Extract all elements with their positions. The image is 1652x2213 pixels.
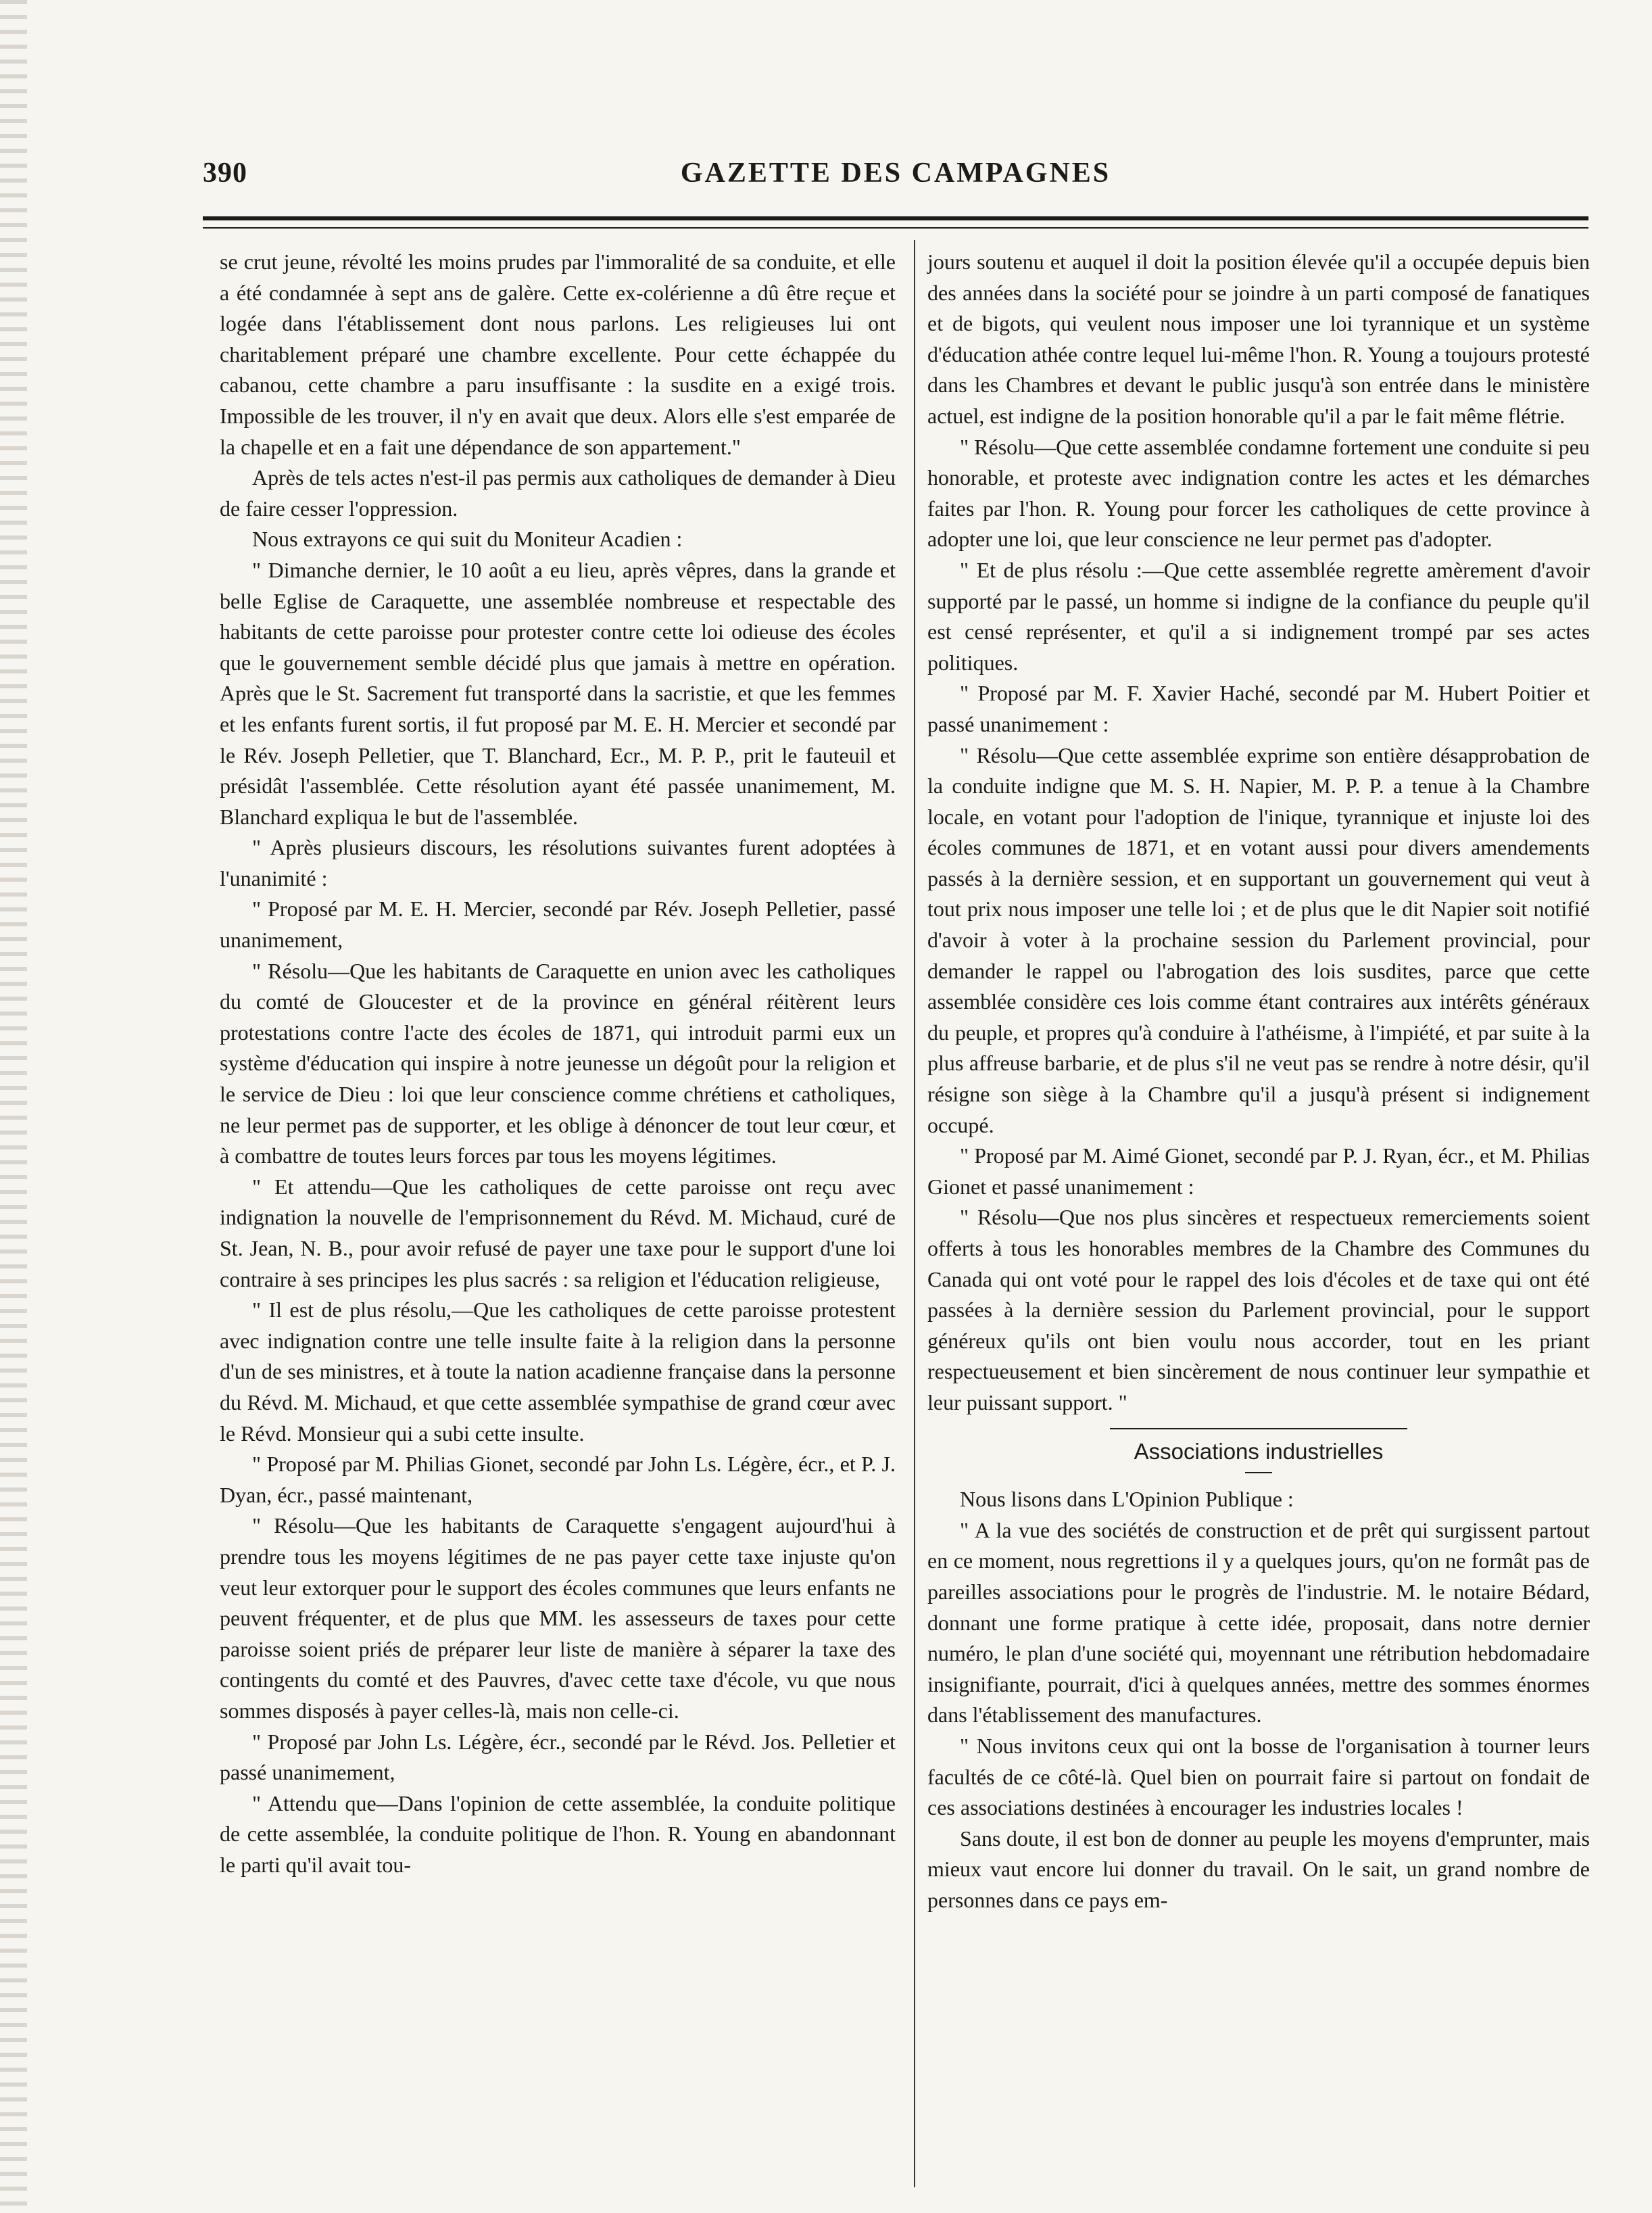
header-rule-thick xyxy=(203,216,1588,220)
paragraph: " Après plusieurs discours, les résolutions suivantes furent adoptées à l'unanimité : xyxy=(220,835,896,890)
paragraph: Sans doute, il est bon de donner au peuple les moyens d'emprunter, mais mieux vaut encore lui donner du travail. On le sait, un grand nombre de personnes dans ce pays em- xyxy=(927,1826,1590,1912)
paragraph: jours soutenu et auquel il doit la position élevée qu'il a occupée depuis bien des années dans la société pour se joindre à un parti composé de fanatiques et de bigots, qui veulent nous imposer une loi tyrannique et un système d'éducation athée contre lequel lui-même l'hon. R. Young a toujours protesté dans les Chambres et devant le public jusqu'à son entrée dans le ministère actuel, est indigne de la position honorable qu'il a par le fait même flétrie. xyxy=(927,249,1590,428)
paragraph: " Dimanche dernier, le 10 août a eu lieu, après vêpres, dans la grande et belle Eglise de Caraquette, une assemblée nombreuse et respectable des habitants de cette paroisse pour protester contre cette loi odieuse des écoles que le gouvernement semble décidé plus que jamais à mettre en opération. Après que le St. Sacrement fut transporté dans la sacristie, et que les femmes et les enfants furent sortis, il fut proposé par M. E. H. Mercier et secondé par le Rév. Joseph Pelletier, que T. Blanchard, Ecr., M. P. P., prit le fauteuil et présidât l'assemblée. Cette résolution ayant été passée unanimement, M. Blanchard expliqua le but de l'assemblée. xyxy=(220,557,896,829)
paragraph: " Attendu que—Dans l'opinion de cette assemblée, la conduite politique de cette assemblée, la conduite politique de l'hon. R. Young en abandonnant le parti qu'il avait tou- xyxy=(220,1790,896,1877)
paragraph: " Proposé par John Ls. Légère, écr., secondé par le Révd. Jos. Pelletier et passé unanimement, xyxy=(220,1729,896,1785)
paragraph: " Nous invitons ceux qui ont la bosse de l'organisation à tourner leurs facultés de ce côté-là. Quel bien on pourrait faire si partout on fondait de ces associations destinées à encourager les industries locales ! xyxy=(927,1733,1590,1820)
running-title: GAZETTE DES CAMPAGNES xyxy=(680,158,1111,189)
section-dash xyxy=(1245,1472,1272,1473)
page-header xyxy=(203,157,1588,204)
paragraph: " Proposé par M. F. Xavier Haché, secondé par M. Hubert Poitier et passé unanimement : xyxy=(927,681,1590,736)
paragraph: " Résolu—Que cette assemblée exprime son entière désapprobation de la conduite indigne que M. S. H. Napier, M. P. P. a tenue à la Chambre locale, en votant pour l'adoption de l'inique, tyrannique et injuste loi des écoles communes de 1871, et en votant aussi pour divers amendements passés à la dernière session, et en supportant un gouvernement qui veut à tout prix nous imposer une telle loi ; et de plus que le dit Napier soit notifié d'avoir à voter à la prochaine session du Parlement provincial, pour demander le rappel ou l'abrogation des lois susdites, parce que cette assemblée considère ces lois comme étant contraires aux intérêts généraux du peuple, et propres qu'à conduire à l'athéisme, à l'impiété, et par suite à la plus affreuse barbarie, et de plus s'il ne veut pas se rendre à notre désir, qu'il résigne son siège à la Chambre qu'il a jusqu'à présent si indignement occupé. xyxy=(927,742,1590,1137)
scan-margin-noise xyxy=(0,0,27,2213)
paragraph: Nous lisons dans L'Opinion Publique : xyxy=(960,1487,1294,1512)
paragraph: " Proposé par M. Philias Gionet, secondé par John Ls. Légère, écr., et P. J. Dyan, écr., passé maintenant, xyxy=(220,1452,896,1507)
section-rule xyxy=(1110,1428,1407,1429)
section-heading: Associations industrielles xyxy=(1134,1438,1384,1464)
paragraph: " Résolu—Que cette assemblée condamne fortement une conduite si peu honorable, et proteste avec indignation contre les actes et les démarches faites par l'hon. R. Young pour forcer les catholiques de cette province à adopter une loi, que leur conscience ne leur permet pas d'adopter. xyxy=(927,434,1590,552)
header-rule-thin xyxy=(203,227,1588,229)
left-column xyxy=(220,247,896,1880)
right-column xyxy=(927,247,1590,1915)
paragraph: " Et de plus résolu :—Que cette assemblée regrette amèrement d'avoir supporté par le passé, un homme si indigne de la confiance du peuple qu'il est censé représenter, et qu'il a si indignement trompé par ses actes politiques. xyxy=(927,557,1590,675)
paragraph: " Et attendu—Que les catholiques de cette paroisse ont reçu avec indignation la nouvelle de l'emprisonnement du Révd. M. Michaud, curé de St. Jean, N. B., pour avoir refusé de payer une taxe pour le support d'une loi contraire à ses principes les plus sacrés : sa religion et l'éducation religieuse, xyxy=(220,1174,896,1291)
paragraph: Après de tels actes n'est-il pas permis aux catholiques de demander à Dieu de faire cesser l'oppression. xyxy=(220,465,896,521)
paragraph: " Proposé par M. Aimé Gionet, secondé par P. J. Ryan, écr., et M. Philias Gionet et passé unanimement : xyxy=(927,1143,1590,1199)
page-number: 390 xyxy=(203,158,247,189)
paragraph: " Résolu—Que nos plus sincères et respectueux remerciements soient offerts à tous les honorables membres de la Chambre des Communes du Canada qui ont voté pour le rappel des lois d'écoles et de taxe qui ont été passées à la dernière session du Parlement provincial, pour le support généreux qu'ils ont bien voulu nous accorder, tout en les priant respectueusement et bien sincèrement de nous continuer leur sympathie et leur puissant support. " xyxy=(927,1205,1590,1414)
paragraph: Nous extrayons ce qui suit du Moniteur Acadien : xyxy=(252,527,683,552)
paragraph: " A la vue des sociétés de construction et de prêt qui surgissent partout en ce moment, nous regrettions il y a quelques jours, qu'on ne formât pas de pareilles associations pour le progrès de l'industrie. M. le notaire Bédard, donnant une forme pratique à cette idée, proposait, dans notre dernier numéro, le plan d'une société qui, moyennant une rétribution hebdomadaire insignifiante, pourrait, d'ici à quelques années, mettre des sommes énormes dans l'établissement des manufactures. xyxy=(927,1517,1590,1728)
paragraph: " Proposé par M. E. H. Mercier, secondé par Rév. Joseph Pelletier, passé unanimement, xyxy=(220,897,896,953)
column-divider xyxy=(914,240,915,2187)
paragraph: " Résolu—Que les habitants de Caraquette en union avec les catholiques du comté de Gloucester et de la province en général réitèrent leurs protestations contre l'acte des écoles de 1871, qui introduit parmi eux un système d'éducation qui inspire à notre jeunesse un dégoût pour la religion et le service de Dieu : loi que leur conscience comme chrétiens et catholiques, ne leur permet pas de supporter, et les oblige à dénoncer de tout leur cœur, et à combattre de toutes leurs forces par tous les moyens légitimes. xyxy=(220,958,896,1168)
paragraph: se crut jeune, révolté les moins prudes par l'immoralité de sa conduite, et elle a été condamnée à sept ans de galère. Cette ex-colérienne a dû être reçue et logée dans l'établissement dont nous parlons. Les religieuses lui ont charitablement préparé une chambre excellente. Pour cette échappée du cabanou, cette chambre a paru insuffisante : la susdite en a exigé trois. Impossible de les trouver, il n'y en avait que deux. Alors elle s'est emparée de la chapelle et en a fait une dépendance de son appartement." xyxy=(220,249,896,459)
paragraph: " Résolu—Que les habitants de Caraquette s'engagent aujourd'hui à prendre tous les moyens légitimes de ne pas payer cette taxe injuste qu'on veut leur extorquer pour le support des écoles communes que leurs enfants ne peuvent fréquenter, et de plus que MM. les assesseurs de taxes pour cette paroisse soient priés de préparer leur liste de manière à séparer la taxe des contingents du comté et des Pauvres, d'avec cette taxe d'école, vu que nous sommes disposés à payer celles-là, mais non celle-ci. xyxy=(220,1513,896,1723)
paragraph: " Il est de plus résolu,—Que les catholiques de cette paroisse protestent avec indignation contre une telle insulte faite à la religion dans la personne d'un de ses ministres, et à toute la nation acadienne française dans la personne du Révd. M. Michaud, et que cette assemblée sympathise de grand cœur avec le Révd. Monsieur qui a subi cette insulte. xyxy=(220,1298,896,1446)
